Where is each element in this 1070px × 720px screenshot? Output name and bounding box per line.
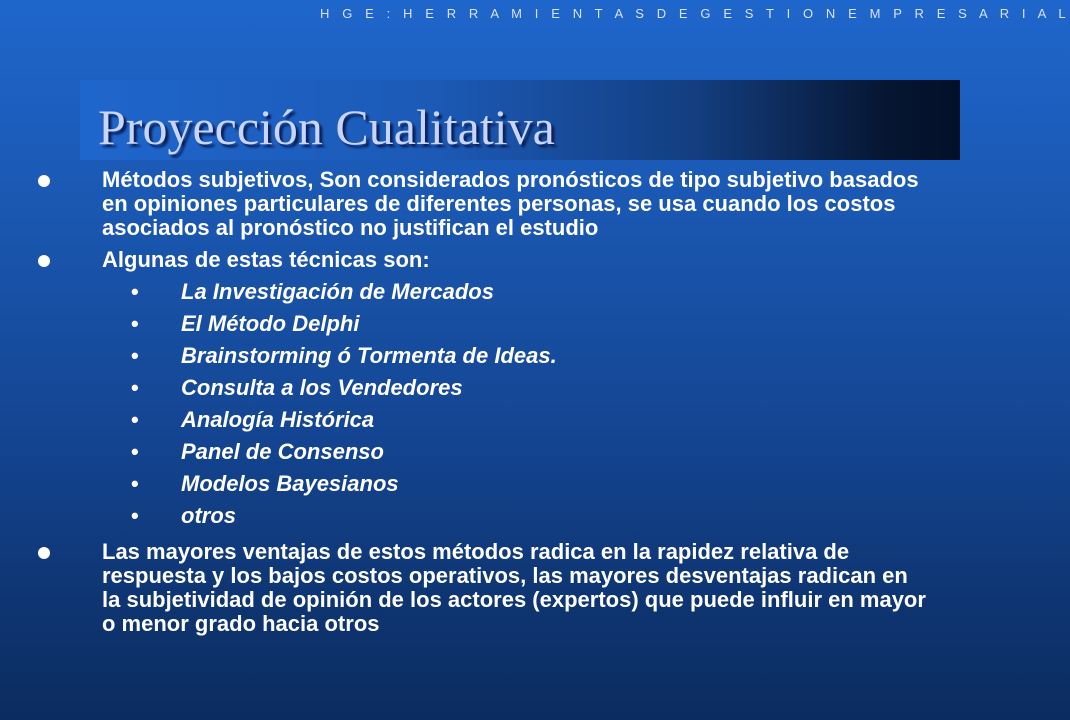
sub-bullet-icon: • [131, 279, 139, 304]
bullet-item [0, 540, 960, 636]
sub-bullet-icon: • [131, 311, 139, 336]
bullet-text: Las mayores ventajas de estos métodos radica en la rapidez relativa de respuesta y los bajos costos operativos, las mayores desventajas radican en la subjetividad de opinión de los actores (expertos) que puede influir en mayor o menor grado hacia otros [102, 539, 926, 636]
technique-text: Analogía Histórica [181, 407, 375, 432]
technique-text: El Método Delphi [181, 311, 360, 336]
header-banner: H G E : H E R R A M I E N T A S D E G E S T I O N E M P R E S A R I A L [320, 6, 1070, 21]
technique-text: otros [181, 503, 236, 528]
sub-bullet-icon: • [131, 407, 139, 432]
technique-item [0, 280, 960, 304]
bullet-text: Algunas de estas técnicas son: [102, 247, 430, 272]
bullet-dot-icon [38, 547, 50, 559]
bullet-text: Métodos subjetivos, Son considerados pronósticos de tipo subjetivo basados en opiniones particulares de diferentes personas, se usa cuando los costos asociados al pronóstico no justifican el estudio [102, 167, 919, 240]
technique-item [0, 408, 960, 432]
sub-bullet-icon: • [131, 343, 139, 368]
technique-text: Consulta a los Vendedores [181, 375, 463, 400]
technique-item [0, 440, 960, 464]
bullet-item [0, 248, 960, 272]
technique-item [0, 312, 960, 336]
bullet-dot-icon [38, 175, 50, 187]
technique-text: La Investigación de Mercados [181, 279, 494, 304]
sub-bullet-icon: • [131, 375, 139, 400]
technique-item [0, 472, 960, 496]
technique-item [0, 504, 960, 528]
technique-item [0, 376, 960, 400]
slide-content [0, 168, 960, 636]
sub-bullet-icon: • [131, 503, 139, 528]
sub-bullet-icon: • [131, 439, 139, 464]
bullet-item [0, 168, 960, 240]
bullet-dot-icon [38, 255, 50, 267]
slide-title: Proyección Cualitativa [98, 99, 555, 155]
technique-text: Brainstorming ó Tormenta de Ideas. [181, 343, 557, 368]
technique-text: Modelos Bayesianos [181, 471, 399, 496]
technique-text: Panel de Consenso [181, 439, 384, 464]
technique-item [0, 344, 960, 368]
sub-bullet-icon: • [131, 471, 139, 496]
